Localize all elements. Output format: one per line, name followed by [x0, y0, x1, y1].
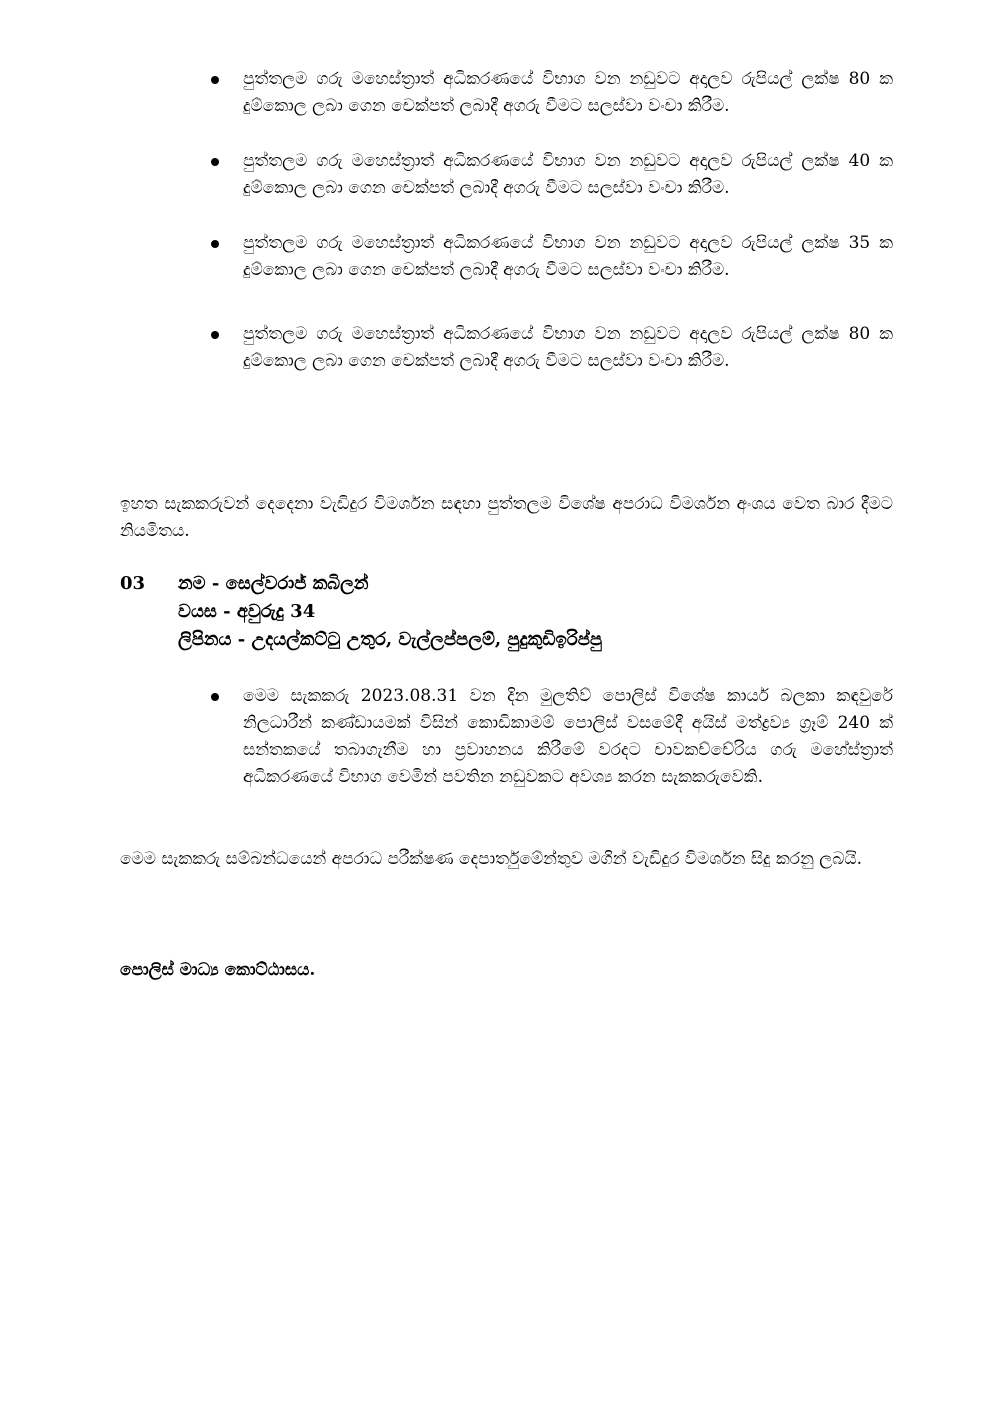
suspect-bullet-list [205, 683, 893, 791]
bullet-text: පුත්තලම ගරු මහෙස්ත්‍රාත් අධිකරණයේ විභාග වන නඩුවට අදාලව රුපියල් ලක්ෂ 80 ක දුම්කොල ලබා ගෙන චෙක්පත් ලබාදී අගරු වීමට සලස්වා වංචා කිරීම. [243, 324, 893, 371]
name-label: නම [178, 573, 206, 594]
suspect-number: 03 [120, 573, 146, 594]
investigation-paragraph: මෙම සැකකරු සම්බන්ධයෙන් අපරාධ පරීක්ෂණ දෙපාර්තුමේන්තුව මගින් වැඩිදුර විමර්ශන සිදු කරනු ලබයි. [120, 849, 863, 869]
bullet-icon [211, 158, 219, 166]
suspect-fields [178, 570, 602, 654]
suspect-age-row [178, 598, 602, 626]
bullet-icon [211, 331, 219, 339]
list-item [205, 148, 893, 202]
address-label: ලිපිනය [178, 629, 232, 650]
signature: පොලිස් මාධ්‍ය කොට්ඨාසය. [120, 960, 316, 980]
bullet-text: පුත්තලම ගරු මහෙස්ත්‍රාත් අධිකරණයේ විභාග වන නඩුවට අදාලව රුපියල් ලක්ෂ 80 ක දුම්කොල ලබා ගෙන චෙක්පත් ලබාදී අගරු වීමට සලස්වා වංචා කිරීම. [243, 69, 893, 116]
bullet-text: මෙම සැකකරු 2023.08.31 වන දින මුලතිව් පොලිස් විශේෂ කාර්ය බලකා කඳවුරේ නිලධාරීන් කණ්ඩායමක් විසින් කොඩිකාමම් පොලිස් වසමේදී අයිස් මත්ද්‍රව්‍ය ග්‍රෑම් 240 ක් සන්තකයේ තබාගැනීම හා ප්‍රවාහනය කිරීමේ වරදට චාවකච්චේරිය ගරු මහේස්ත්‍රාත් අධිකරණයේ විභාග වෙමින් පවතින නඩුවකට අවශ්‍ය කරන සැකකරුවෙකි. [243, 686, 893, 787]
bullet-icon [211, 76, 219, 84]
cases-bullet-list [205, 66, 893, 375]
suspect-name-row [178, 570, 602, 598]
suspect-address-row [178, 626, 602, 654]
bullet-icon [211, 693, 219, 701]
address-value: - උදයල්කට්ටු උතුර, වැල්ලප්පලම්, පුදුකුඩිඉරිප්පු [231, 629, 603, 650]
name-value: - සෙල්වරාජ් කබිලන් [205, 573, 369, 594]
list-item [205, 66, 893, 120]
bullet-text: පුත්තලම ගරු මහෙස්ත්‍රාත් අධිකරණයේ විභාග වන නඩුවට අදාලව රුපියල් ලක්ෂ 35 ක දුම්කොල ලබා ගෙන චෙක්පත් ලබාදී අගරු වීමට සලස්වා වංචා කිරීම. [243, 233, 893, 280]
list-item [205, 683, 893, 791]
list-item [205, 321, 893, 375]
age-label: වයස [178, 601, 217, 622]
list-item [205, 230, 893, 284]
age-value: - අවුරුදු 34 [216, 601, 316, 622]
bullet-text: පුත්තලම ගරු මහෙස්ත්‍රාත් අධිකරණයේ විභාග වන නඩුවට අදාලව රුපියල් ලක්ෂ 40 ක දුම්කොල ලබා ගෙන චෙක්පත් ලබාදී අගරු වීමට සලස්වා වංචා කිරීම. [243, 151, 893, 198]
bullet-icon [211, 240, 219, 248]
handover-paragraph: ඉහත සැකකරුවන් දෙදෙනා වැඩිදුර විමර්ශන සඳහා පුත්තලම විශේෂ අපරාධ විමර්ශන අංශය වෙත බාර දීමට නියමිතය. [120, 494, 893, 541]
